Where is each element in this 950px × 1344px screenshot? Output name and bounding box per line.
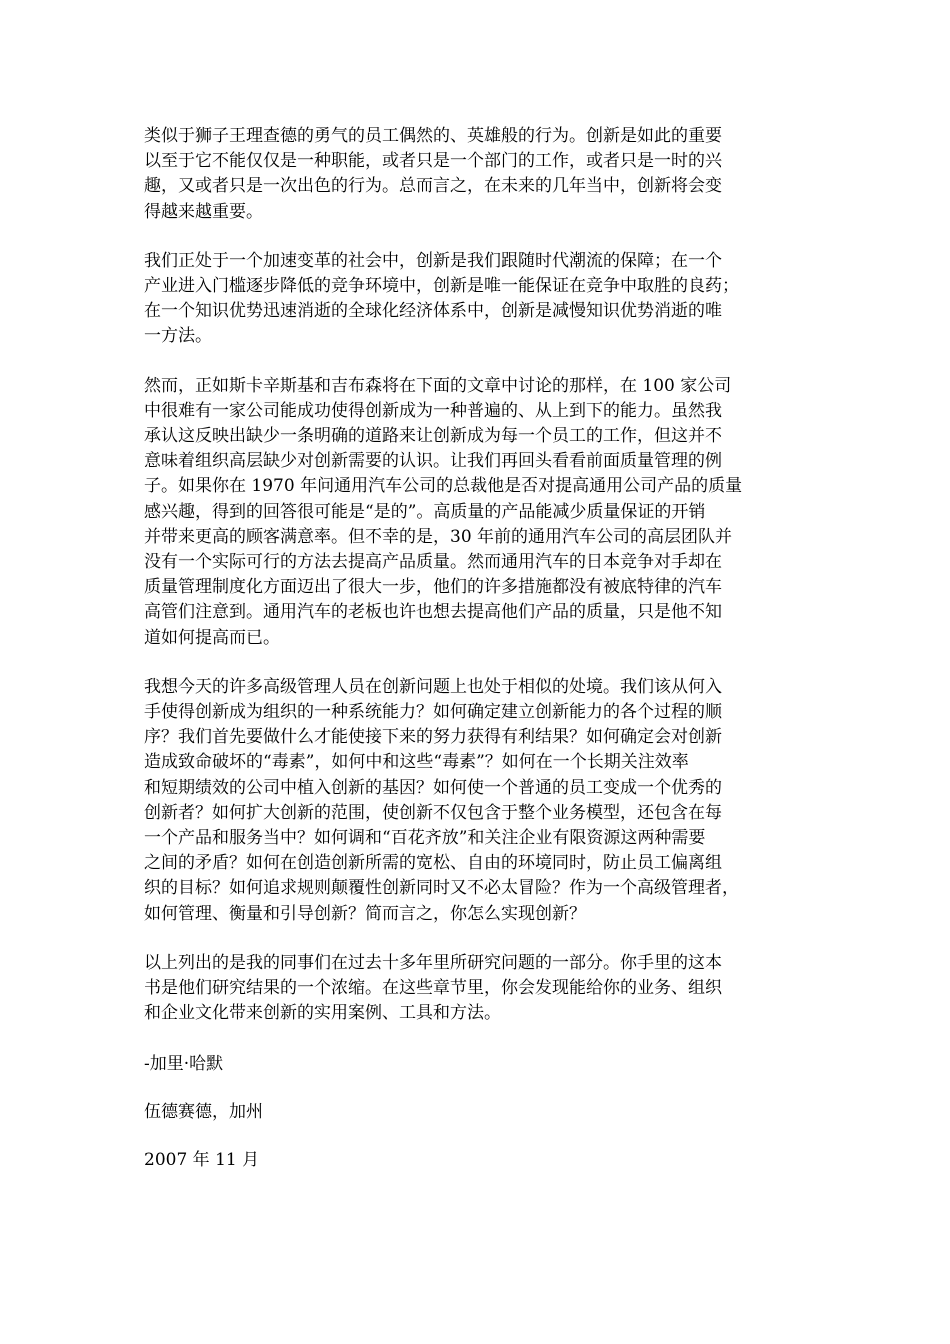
signature-author: -加里·哈默: [144, 1053, 224, 1074]
paragraph-4: 我想今天的许多高级管理人员在创新问题上也处于相似的处境。我们该从何入 手使得创新成为组织的一种系统能力？如何确定建立创新能力的各个过程的顺 序？我们首先要做什么才能使接下来的努力获得有利结果？如何确定会对创新 造成致命破坏的“毒素”，如何中和这些“毒素”？如何在一个长期关注效率 和短期绩效的公司中植入创新的基因？如何使一个普通的员工变成一个优秀的 创新者？如何扩大创新的范围，使创新不仅包含于整个业务模型，还包含在每 一个产品和服务当中？如何调和“百花齐放”和关注企业有限资源这两种需要 之间的矛盾？如何在创造创新所需的宽松、自由的环境同时，防止员工偏离组 织的目标？如何追求规则颠覆性创新同时又不必太冒险？作为一个高级管理者， 如何管理、衡量和引导创新？简而言之，你怎么实现创新？: [144, 676, 739, 924]
document-page: [144, 124, 806, 1195]
paragraph-1: 类似于狮子王理查德的勇气的员工偶然的、英雄般的行为。创新是如此的重要 以至于它不能仅仅是一种职能，或者只是一个部门的工作，或者只是一时的兴 趣，又或者只是一次出色的行为。总而言之，在未来的几年当中，创新将会变 得越来越重要。: [144, 126, 722, 222]
paragraph-5: 以上列出的是我的同事们在过去十多年里所研究问题的一部分。你手里的这本 书是他们研究结果的一个浓缩。在这些章节里，你会发现能给你的业务、组织 和企业文化带来创新的实用案例、工具和方法。: [144, 952, 722, 1024]
signature-location: 伍德赛德，加州: [144, 1101, 263, 1122]
signature-date: 2007 年 11 月: [144, 1149, 260, 1170]
paragraph-2: 我们正处于一个加速变革的社会中，创新是我们跟随时代潮流的保障；在一个 产业进入门槛逐步降低的竞争环境中，创新是唯一能保证在竞争中取胜的良药； 在一个知识优势迅速消逝的全球化经济体系中，创新是减慢知识优势消逝的唯 一方法。: [144, 250, 739, 347]
paragraph-3: 然而，正如斯卡辛斯基和吉布森将在下面的文章中讨论的那样，在 100 家公司 中很难有一家公司能成功使得创新成为一种普遍的、从上到下的能力。虽然我 承认这反映出缺少一条明确的道路来让创新成为每一个员工的工作，但这并不 意味着组织高层缺少对创新需要的认识。让我们再回头看看前面质量管理的例 子。如果你在 1970 年问通用汽车公司的总裁他是否对提高通用公司产品的质量 感兴趣，得到的回答很可能是“是的”。高质量的产品能减少质量保证的开销 并带来更高的顾客满意率。但不幸的是，30 年前的通用汽车公司的高层团队并 没有一个实际可行的方法去提高产品质量。然而通用汽车的日本竞争对手却在 质量管理制度化方面迈出了很大一步，他们的许多措施都没有被底特律的汽车 高管们注意到。通用汽车的老板也许也想去提高他们产品的质量，只是他不知 道如何提高而已。: [144, 375, 743, 648]
